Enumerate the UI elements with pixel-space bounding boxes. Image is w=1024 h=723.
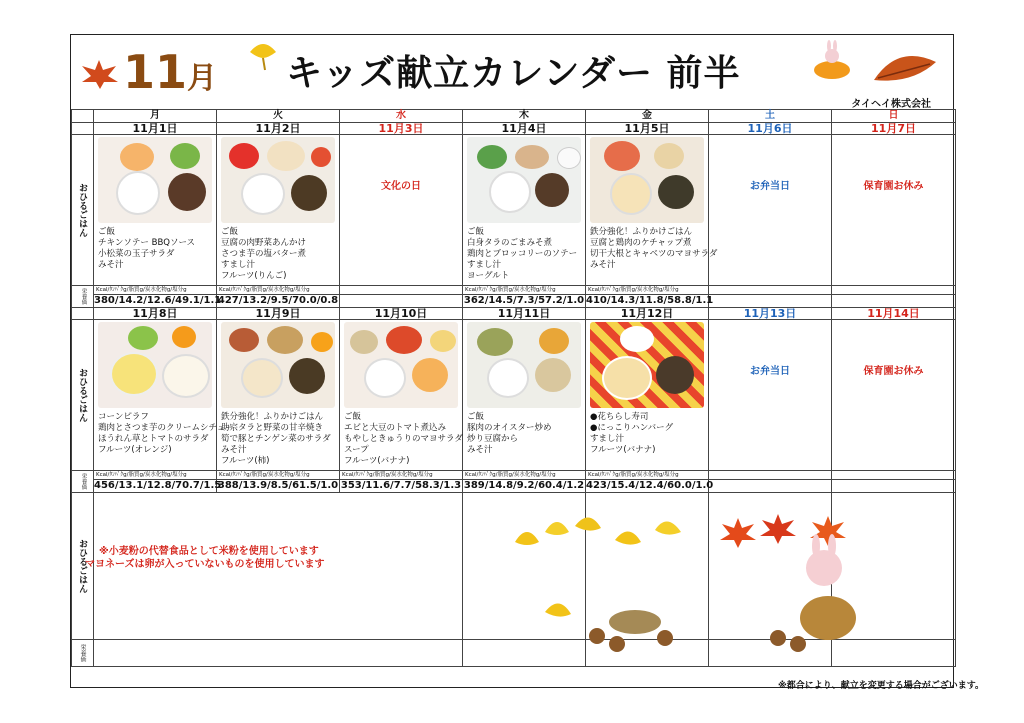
- menu-item: ご飯: [98, 227, 116, 237]
- date-cell: 11月12日: [586, 308, 709, 320]
- date-cell: 11月10日: [340, 308, 463, 320]
- week2-nutrition-labels: [72, 471, 956, 480]
- meal-photo: [98, 322, 212, 408]
- menu-item: 助宗タラと野菜の甘辛焼き: [221, 423, 324, 433]
- page-title: キッズ献立カレンダー 前半: [286, 53, 741, 94]
- lunch-side-label: おひるごはん: [72, 135, 94, 286]
- weekday-thu: 木: [463, 110, 586, 123]
- nutrition-value: 388/13.9/8.5/61.5/1.0: [217, 480, 339, 491]
- special-label: 保育園お休み: [863, 366, 924, 377]
- nutrition-label: Kcal/ﾀﾝﾊﾟｸg/脂質g/炭水化物g/塩分g: [94, 471, 217, 480]
- menu-item: チキンソテー BBQソース: [98, 238, 196, 248]
- corner-cell: [72, 110, 94, 123]
- menu-item: ご飯: [344, 412, 362, 422]
- date-cell: 11月1日: [94, 123, 217, 135]
- allergy-notes: [85, 545, 325, 571]
- menu-items: [463, 412, 585, 456]
- menu-item: フルーツ(オレンジ): [98, 445, 172, 455]
- menu-item: すまし汁: [590, 434, 625, 444]
- menu-item: 豚肉のオイスター炒め: [467, 423, 552, 433]
- menu-item: スープ: [344, 445, 369, 455]
- nutrition-side-label: 栄養価: [72, 471, 94, 493]
- nutrition-value: 362/14.5/7.3/57.2/1.0: [463, 295, 585, 306]
- nutrition-label: Kcal/ﾀﾝﾊﾟｸg/脂質g/炭水化物g/塩分g: [586, 471, 709, 480]
- meal-photo: [467, 137, 581, 223]
- meal-cell: [586, 135, 718, 286]
- meal-cell-bento: [709, 135, 832, 286]
- meal-photo: [590, 322, 704, 408]
- nutrition-value: 423/15.4/12.4/60.0/1.0: [586, 480, 714, 491]
- week1-dates: [72, 123, 956, 135]
- nutrition-value: 427/13.2/9.5/70.0/0.8: [217, 295, 339, 306]
- menu-item: ご飯: [467, 227, 485, 237]
- meal-cell: [340, 320, 463, 471]
- month-suffix: 月: [187, 61, 218, 96]
- menu-item: フルーツ(バナナ): [344, 456, 410, 466]
- menu-item: すまし汁: [221, 260, 256, 270]
- menu-items: [217, 227, 339, 282]
- menu-item: みそ汁: [98, 260, 124, 270]
- meal-photo: [344, 322, 458, 408]
- meal-photo: [590, 137, 704, 223]
- week2-nutrition-values: [72, 480, 956, 493]
- special-label: 保育園お休み: [863, 181, 924, 192]
- date-cell: 11月5日: [586, 123, 709, 135]
- meal-cell-bento: [709, 320, 832, 471]
- menu-item: みそ汁: [590, 260, 616, 270]
- note-line: マヨネーズは卵が入っていないものを使用しています: [85, 559, 325, 570]
- menu-item: 鶏肉とブロッコリーのソテー: [467, 249, 578, 259]
- maple-leaves-illustration: [718, 508, 888, 658]
- meal-photo: [98, 137, 212, 223]
- nutrition-value: 410/14.3/11.8/58.8/1.1: [586, 295, 714, 306]
- menu-items: [217, 412, 339, 467]
- menu-item: 切干大根とキャベツのマヨサラダ: [590, 249, 718, 259]
- note-line: ※小麦粉の代替食品として米粉を使用しています: [99, 546, 319, 557]
- special-label: 文化の日: [381, 181, 421, 192]
- meal-cell-closed: [832, 320, 956, 471]
- menu-item: ご飯: [467, 412, 485, 422]
- menu-item: すまし汁: [467, 260, 502, 270]
- week2-dates: [72, 308, 956, 320]
- nutrition-side-label: 栄養価: [72, 286, 94, 308]
- date-cell: 11月8日: [94, 308, 217, 320]
- month-number: 11: [123, 45, 188, 99]
- nutrition-label: Kcal/ﾀﾝﾊﾟｸg/脂質g/炭水化物g/塩分g: [463, 286, 586, 295]
- nutrition-side-label: 栄養価: [72, 640, 94, 667]
- menu-item: さつま芋の塩バター煮: [221, 249, 307, 259]
- menu-item: もやしときゅうりのマヨサラダ: [344, 434, 463, 444]
- menu-item: フルーツ(バナナ): [590, 445, 656, 455]
- menu-item: 豆腐と鶏肉のケチャップ煮: [590, 238, 692, 248]
- meal-cell-holiday: [340, 135, 463, 286]
- menu-item: 筍で豚とチンゲン菜のサラダ: [221, 434, 331, 444]
- nutrition-label: Kcal/ﾀﾝﾊﾟｸg/脂質g/炭水化物g/塩分g: [94, 286, 217, 295]
- meal-cell: [217, 135, 340, 286]
- date-cell: 11月2日: [217, 123, 340, 135]
- nutrition-label: Kcal/ﾀﾝﾊﾟｸg/脂質g/炭水化物g/塩分g: [586, 286, 709, 295]
- menu-items: [340, 412, 462, 467]
- meal-cell: [463, 320, 586, 471]
- menu-item: 豆腐の肉野菜あんかけ: [221, 238, 307, 248]
- meal-cell: [463, 135, 586, 286]
- date-cell: 11月9日: [217, 308, 340, 320]
- weekday-sun: 日: [832, 110, 956, 123]
- meal-cell-closed: [832, 135, 956, 286]
- nutrition-value: 389/14.8/9.2/60.4/1.2: [463, 480, 585, 491]
- menu-item: みそ汁: [467, 445, 493, 455]
- menu-item: 白身タラのごまみそ煮: [467, 238, 553, 248]
- menu-item: ヨーグルト: [467, 271, 510, 281]
- nutrition-label: Kcal/ﾀﾝﾊﾟｸg/脂質g/炭水化物g/塩分g: [340, 471, 463, 480]
- menu-item: 鶏肉とさつま芋のクリームシチュー: [98, 423, 234, 433]
- menu-item: フルーツ(りんご): [221, 271, 287, 281]
- date-cell: 11月13日: [709, 308, 832, 320]
- week2-meals: [72, 320, 956, 471]
- date-cell: 11月4日: [463, 123, 586, 135]
- meal-cell: [586, 320, 709, 471]
- nutrition-label: Kcal/ﾀﾝﾊﾟｸg/脂質g/炭水化物g/塩分g: [217, 471, 340, 480]
- menu-item: ほうれん草とトマトのサラダ: [98, 434, 209, 444]
- weekday-tue: 火: [217, 110, 340, 123]
- nutrition-value: 380/14.2/12.6/49.1/1.1: [94, 295, 222, 306]
- lunch-side-label: おひるごはん: [72, 493, 94, 640]
- date-cell: 11月3日: [340, 123, 463, 135]
- week1-nutrition-labels: [72, 286, 956, 295]
- nutrition-label: Kcal/ﾀﾝﾊﾟｸg/脂質g/炭水化物g/塩分g: [463, 471, 586, 480]
- menu-item: コーンピラフ: [98, 412, 149, 422]
- date-cell: 11月7日: [832, 123, 956, 135]
- weekday-mon: 月: [94, 110, 217, 123]
- nutrition-value: 456/13.1/12.8/70.7/1.5: [94, 480, 222, 491]
- nutrition-label: Kcal/ﾀﾝﾊﾟｸg/脂質g/炭水化物g/塩分g: [217, 286, 340, 295]
- meal-photo: [221, 137, 335, 223]
- menu-item: 鉄分強化！ふりかけごはん: [221, 412, 324, 422]
- menu-item: 小松菜の玉子サラダ: [98, 249, 175, 259]
- menu-items: [94, 227, 216, 271]
- menu-item: エビと大豆のトマト煮込み: [344, 423, 447, 433]
- weekday-wed: 水: [340, 110, 463, 123]
- menu-item: みそ汁: [221, 445, 247, 455]
- weekday-header: [72, 110, 956, 123]
- company-name: タイヘイ株式会社: [851, 99, 931, 110]
- meal-cell: [217, 320, 340, 471]
- menu-items: [463, 227, 585, 282]
- menu-item: ご飯: [221, 227, 239, 237]
- meal-photo: [467, 322, 581, 408]
- ginkgo-leaves-illustration: [505, 512, 705, 662]
- date-cell: 11月6日: [709, 123, 832, 135]
- month-label: [123, 45, 217, 99]
- footer-note: ※都合により、献立を変更する場合がございます。: [777, 681, 984, 691]
- weekday-sat: 土: [709, 110, 832, 123]
- menu-items: [586, 227, 718, 271]
- menu-item: ●花ちらし寿司: [590, 412, 649, 422]
- lunch-side-label: おひるごはん: [72, 320, 94, 471]
- date-cell: 11月11日: [463, 308, 586, 320]
- special-label: お弁当日: [750, 181, 790, 192]
- special-label: お弁当日: [750, 366, 790, 377]
- title-bar: [71, 35, 953, 110]
- menu-item: 鉄分強化！ふりかけごはん: [590, 227, 693, 237]
- menu-item: フルーツ(柿): [221, 456, 270, 466]
- week1-nutrition-values: [72, 295, 956, 308]
- meal-photo: [221, 322, 335, 408]
- menu-item: 炒り豆腐から: [467, 434, 519, 444]
- nutrition-value: [340, 295, 463, 308]
- menu-item: ●にっこりハンバーグ: [590, 423, 674, 433]
- menu-items: [586, 412, 708, 456]
- meal-cell: [94, 135, 217, 286]
- weekday-fri: 金: [586, 110, 709, 123]
- nutrition-value: 353/11.6/7.7/58.3/1.3: [340, 480, 462, 491]
- week1-meals: [72, 135, 956, 286]
- date-cell: 11月14日: [832, 308, 956, 320]
